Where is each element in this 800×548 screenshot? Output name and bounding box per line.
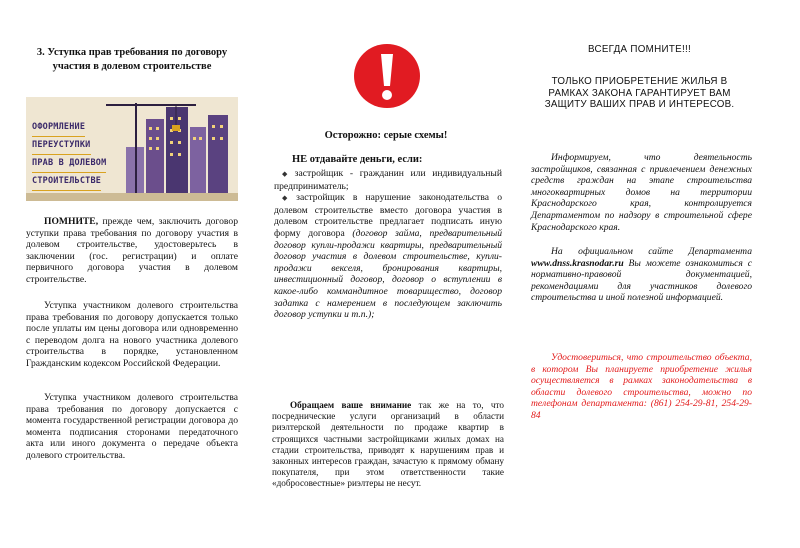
paragraph-remember [26, 216, 238, 286]
diamond-bullet-icon: ◆ [282, 194, 294, 203]
attention-text: так же на то, что посреднические услуги организаций в области риэлтерской деятельности по продаже квартир в строящихся частными застройщиками жилых домах на стадии строительства, приводят к нарушениям прав и законных интересов граждан, зачастую к прямому обману покупателя, при этом ответственности такие «добросовестные» риэлтеры не несут. [272, 400, 504, 489]
attention-paragraph [272, 400, 504, 490]
banner-line-2: ПЕРЕУСТУПКИ [32, 137, 91, 155]
website-link[interactable]: www.dnss.krasnodar.ru [531, 257, 624, 269]
exclamation-warning-icon [352, 42, 422, 110]
paragraph-assignment-registration: Уступка участником долевого строительства права требования по договору допускается с момента государственной регистрации договора до момента подписания сторонами передаточного акта или иного документа о передаче объекта долевого строительства. [26, 392, 238, 461]
always-remember-heading: ВСЕГДА ПОМНИТЕ!!! [587, 44, 692, 55]
website-paragraph: На официальном сайте Департамента www.dnss.krasnodar.ru Вы можете ознакомиться с нормативно-правовой документацией, рекомендациями для участников долевого строительства и иной полезной информацией. [531, 246, 752, 304]
banner-caption [32, 119, 142, 191]
guarantee-heading: ТОЛЬКО ПРИОБРЕТЕНИЕ ЖИЛЬЯ В РАМКАХ ЗАКОНА ГАРАНТИРУЕТ ВАМ ЗАЩИТУ ВАШИХ ПРАВ И ИНТЕРЕСОВ. [544, 76, 735, 111]
phone-note: Удостовериться, что строительство объекта, в котором Вы планируете приобретение жилья осуществляется в рамках законодательства в области долевого строительства, можно по телефонам департамента: (861) 254-29-81, 254-29-84 [531, 352, 752, 421]
attention-bold: Обращаем ваше внимание [290, 400, 412, 410]
section-title: 3. Уступка прав требования по договору участия в долевом строительстве [36, 47, 228, 72]
warning-list [274, 168, 502, 321]
banner-line-1: ОФОРМЛЕНИЕ [32, 119, 85, 137]
diamond-bullet-icon: ◆ [282, 170, 292, 178]
info-paragraph: Информируем, что деятельность застройщиков, связанная с привлечением денежных средств граждан на этапе строительства многоквартирных домов на территории Краснодарского края, контролируется Департаментом по надзору в строительной сфере Краснодарского края. [531, 152, 752, 233]
remember-bold: ПОМНИТЕ, [44, 216, 99, 227]
paragraph-assignment-payment: Уступка участником долевого строительства права требования по договору допускается только после уплаты им цены договора или одновременно с переводом долга на нового участника долевого строительства в порядке, установленном Гражданским кодексом Российской Федерации. [26, 300, 238, 369]
warning-title: Осторожно: серые схемы! [324, 130, 448, 141]
list-item: ◆ застройщик - гражданин или индивидуальный предприниматель; [274, 168, 502, 192]
dont-pay-heading: НЕ отдавайте деньги, если: [292, 154, 423, 165]
banner-image [26, 97, 238, 201]
banner-line-3: ПРАВ В ДОЛЕВОМ [32, 155, 106, 173]
remember-text: прежде чем, заключить договор уступки права требования по договору участия в долевом строительстве, удостоверьтесь в заключении (гос. регистрации) и оплате первичного договора участия в долевом строительстве. [26, 216, 238, 285]
list-item: ◆ застройщик в нарушение законодательства о долевом строительстве вместо договора участия в долевом строительстве предлагает подписать иную форму договора (договор займа, предварительный договор купли-продажи квартиры, предварительный договор участия в долевом строительстве, купли-продажи векселя, бронирования квартиры, инвестиционный договор, договор о вступлении в какое-либо коммандитное товарищество, договор задатка с намерением в последующем заключить договор уступки и т.п.); [274, 192, 502, 321]
banner-line-4: СТРОИТЕЛЬСТВЕ [32, 173, 101, 191]
